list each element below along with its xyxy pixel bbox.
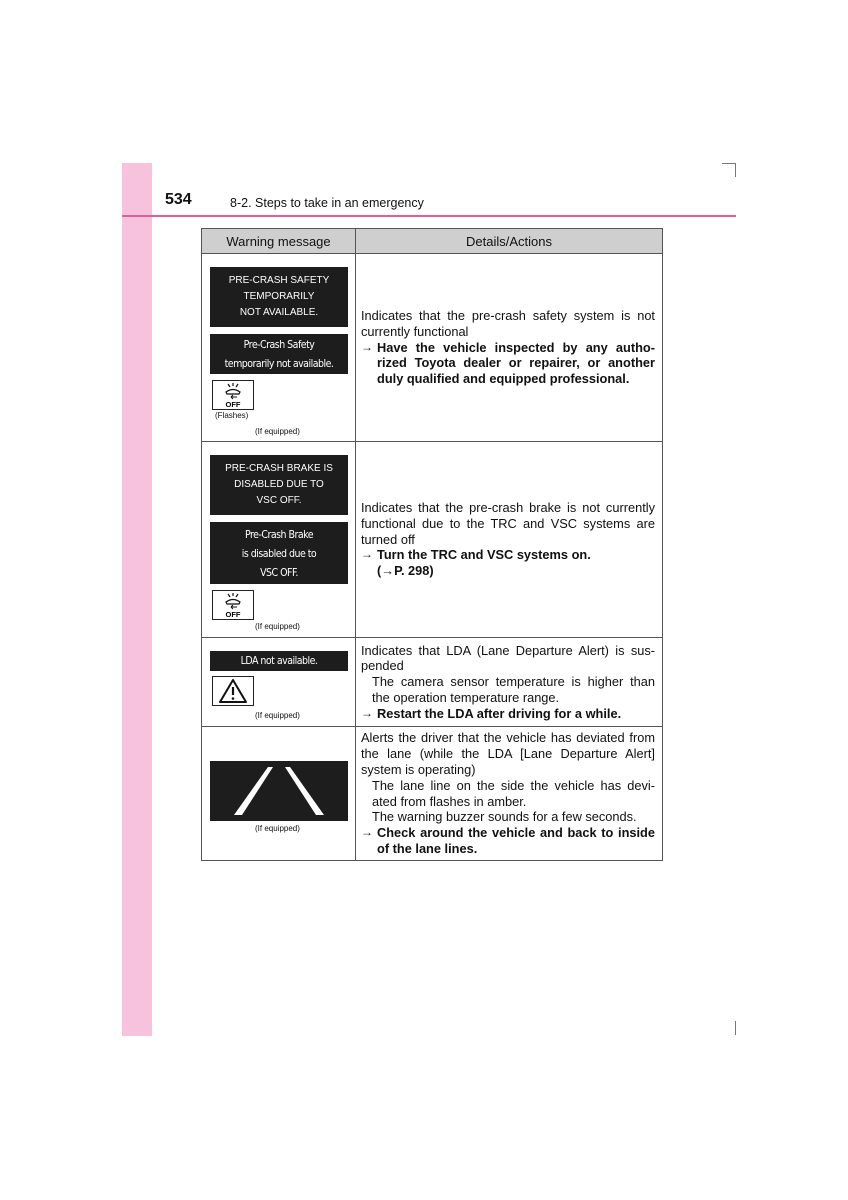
page-number: 534 [165, 191, 192, 208]
action-item [361, 547, 655, 579]
if-equipped-note: (If equipped) [255, 427, 300, 436]
action-text: Have the vehicle inspected by any autho-rized Toyota dealer or repairer, or another duly qualified and equipped professional. [377, 339, 655, 387]
pcs-off-icon [212, 590, 254, 620]
warning-message-cell [202, 442, 356, 638]
action-item [361, 825, 655, 857]
details-cell [356, 638, 663, 727]
details-text: Indicates that the pre-crash safety system is not currently functional [361, 308, 655, 339]
details-sub-text: The camera sensor temperature is higher than the operation temperature range. [372, 674, 655, 705]
lane-lines-icon [210, 761, 348, 821]
crop-mark-bottom [735, 1021, 736, 1035]
details-cell [356, 442, 663, 638]
details-sub-text: The lane line on the side the vehicle has devi-ated from flashes in amber. [372, 777, 655, 809]
table-row [202, 727, 663, 861]
table-row [202, 254, 663, 442]
action-item [361, 340, 655, 387]
crop-mark-top [722, 163, 736, 177]
arrow-icon: → [361, 825, 373, 840]
if-equipped-note: (If equipped) [255, 622, 300, 631]
flash-note: (Flashes) [215, 411, 249, 420]
warning-message-cell [202, 254, 356, 442]
message-display: PRE-CRASH SAFETY TEMPORARILY NOT AVAILABLE. [210, 267, 348, 327]
action-text: Check around the vehicle and back to inside of the lane lines. [377, 825, 655, 856]
details-sub-text: The warning buzzer sounds for a few seconds. [372, 809, 637, 825]
message-display: PRE-CRASH BRAKE IS DISABLED DUE TO VSC OFF. [210, 455, 348, 515]
action-text: Turn the TRC and VSC systems on. (→P. 298) [377, 547, 591, 579]
details-cell [356, 254, 663, 442]
table-row [202, 638, 663, 727]
warning-message-cell [202, 638, 356, 727]
action-item [361, 706, 655, 722]
details-text: Indicates that LDA (Lane Departure Alert) is sus-pended [361, 642, 655, 674]
message-display: Pre-Crash Safety temporarily not available. [210, 334, 348, 374]
section-title: 8-2. Steps to take in an emergency [230, 196, 424, 210]
header-rule [122, 215, 736, 217]
svg-text:OFF: OFF [225, 400, 241, 409]
header-details-actions: Details/Actions [356, 229, 663, 254]
warning-triangle-icon [212, 676, 254, 706]
svg-text:OFF: OFF [225, 610, 241, 619]
details-cell [356, 727, 663, 861]
warning-message-cell [202, 727, 356, 861]
header-warning-message: Warning message [202, 229, 356, 254]
details-text: Alerts the driver that the vehicle has deviated from the lane (while the LDA [Lane Departure Alert] system is operating) [361, 730, 655, 777]
warning-table [201, 228, 663, 861]
table-header-row [202, 229, 663, 254]
pcs-off-icon [212, 380, 254, 410]
message-display: LDA not available. [210, 651, 348, 671]
arrow-icon: → [361, 547, 373, 562]
side-tab-bar [122, 163, 152, 1036]
action-text: Restart the LDA after driving for a while. [377, 705, 622, 721]
arrow-icon: → [361, 705, 373, 720]
details-text: Indicates that the pre-crash brake is not currently functional due to the TRC and VSC systems are turned off [361, 500, 655, 547]
message-display: Pre-Crash Brake is disabled due to VSC OFF. [210, 522, 348, 584]
if-equipped-note: (If equipped) [255, 824, 300, 833]
if-equipped-note: (If equipped) [255, 711, 300, 720]
table-row [202, 442, 663, 638]
arrow-icon: → [361, 339, 373, 354]
